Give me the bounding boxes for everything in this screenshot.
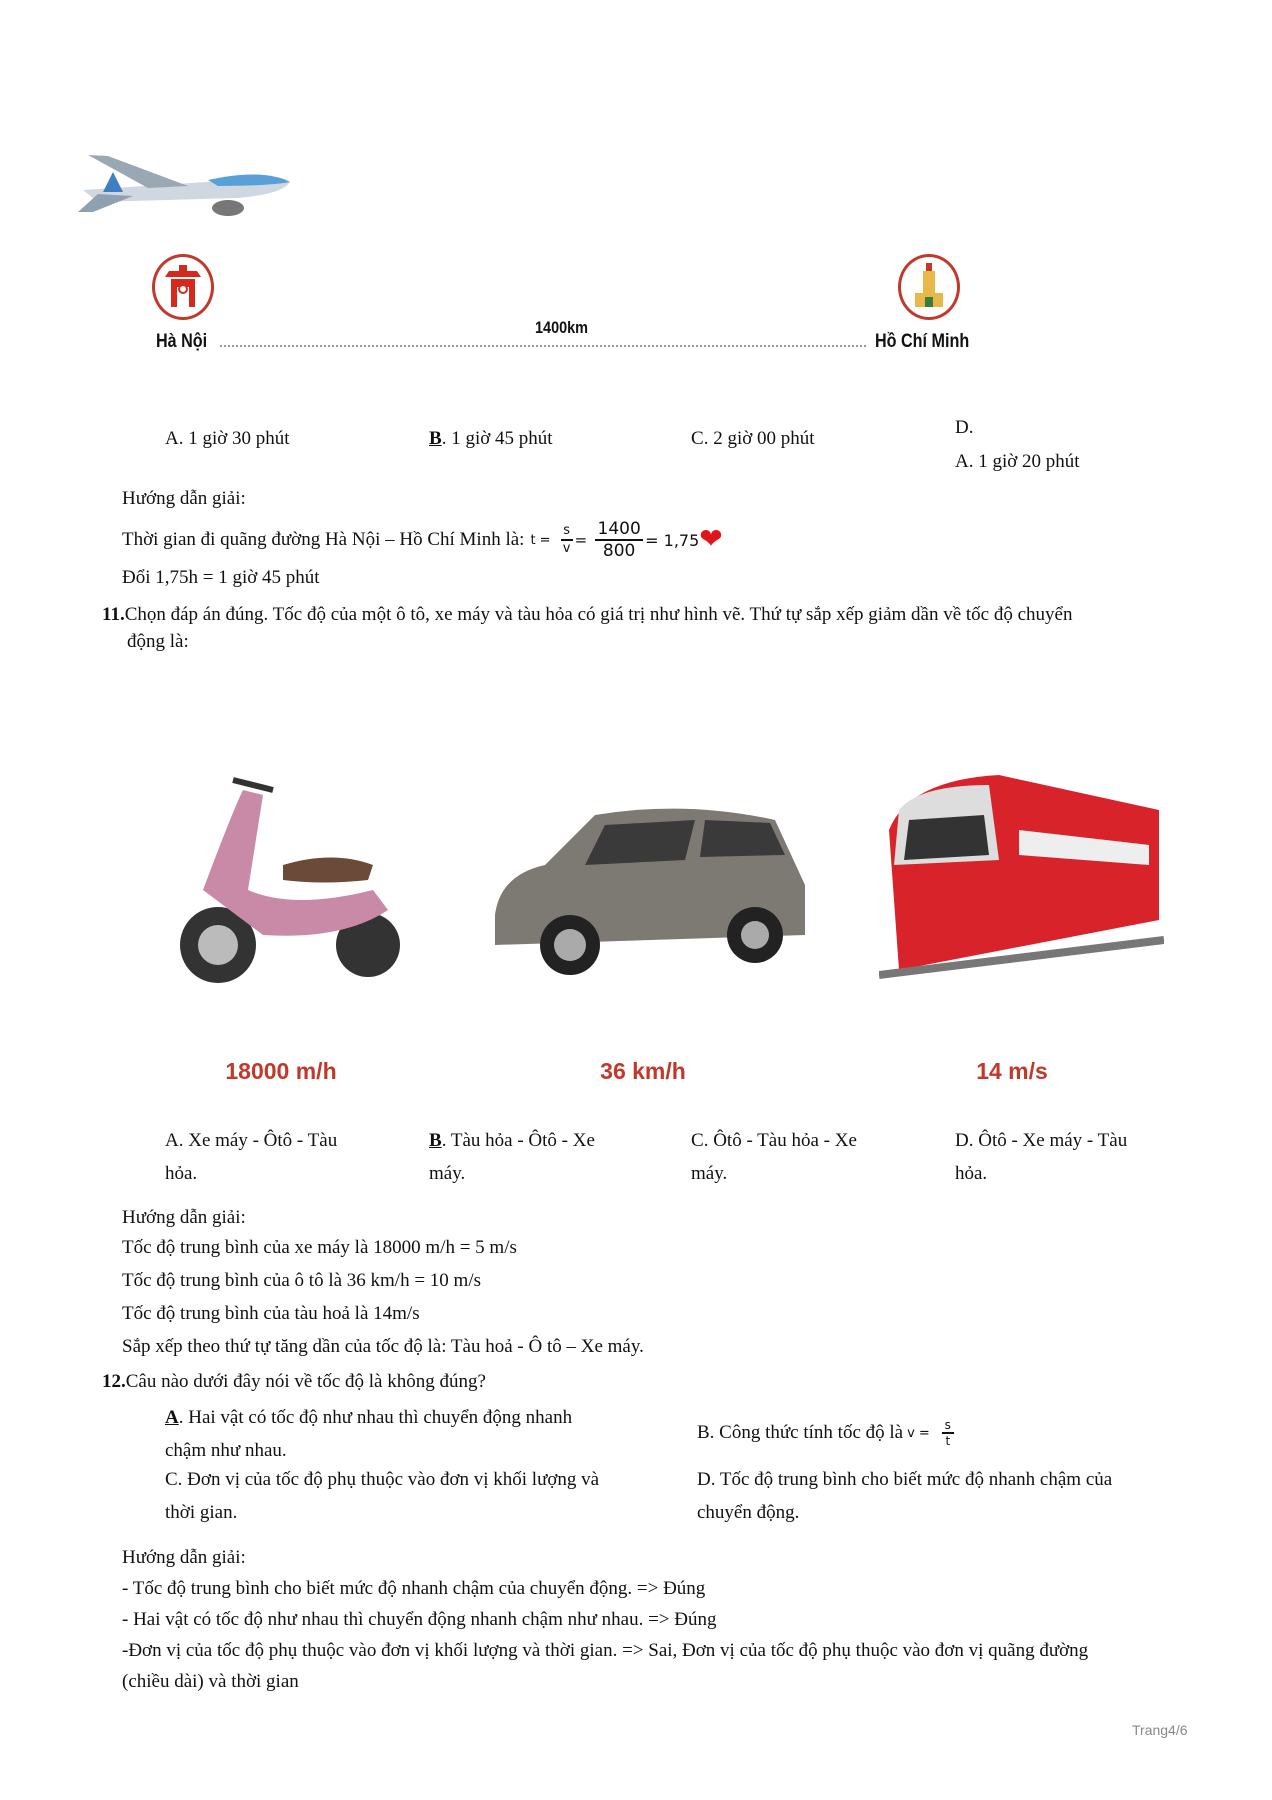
option-text-cont: máy. <box>691 1163 728 1184</box>
option-letter-correct: B <box>429 1130 442 1151</box>
result: = 1,75 <box>645 530 700 550</box>
airplane-image <box>78 150 293 222</box>
q10-option-d[interactable] <box>955 411 1080 479</box>
q12-solution-heading: Hướng dẫn giải: <box>122 1547 246 1568</box>
option-letter: A <box>165 1130 179 1151</box>
option-text-cont: hỏa. <box>955 1163 988 1184</box>
option-text: . Hai vật có tốc độ như nhau thì chuyển động nhanh <box>178 1407 573 1428</box>
train-image <box>879 770 1164 995</box>
option-letter: D. <box>955 417 974 438</box>
q12-option-c[interactable] <box>165 1463 599 1529</box>
heart-icon: ❤ <box>699 524 723 555</box>
q12-question <box>102 1371 486 1393</box>
q11-solution <box>122 1204 644 1363</box>
formula-t: t = <box>530 532 551 548</box>
denominator: v <box>562 541 571 556</box>
to-city-label: Hồ Chí Minh <box>875 331 970 352</box>
q11-option-a[interactable] <box>165 1124 337 1190</box>
distance-label: 1400km <box>535 318 589 337</box>
hcm-building-icon <box>898 254 960 320</box>
solution-line: Sắp xếp theo thứ tự tăng dần của tốc độ là: Tàu hoả - Ô tô – Xe máy. <box>122 1336 644 1357</box>
option-text: . Xe máy - Ôtô - Tàu <box>178 1130 338 1151</box>
solution-line: (chiều dài) và thời gian <box>122 1671 299 1692</box>
option-text-cont: chuyển động. <box>697 1502 800 1523</box>
denominator: t <box>945 1434 951 1448</box>
option-text-cont: chậm như nhau. <box>165 1440 287 1461</box>
numerator: s <box>944 1417 951 1432</box>
train-speed: 14 m/s <box>976 1058 1048 1084</box>
solution-line: - Hai vật có tốc độ như nhau thì chuyển động nhanh chậm như nhau. => Đúng <box>122 1609 717 1630</box>
q10-option-c[interactable] <box>691 428 815 450</box>
option-text: . Ôtô - Xe máy - Tàu <box>968 1130 1128 1151</box>
q11-solution-heading: Hướng dẫn giải: <box>122 1207 246 1228</box>
q11-question-cont: động là: <box>127 631 189 652</box>
hanoi-gate-icon <box>152 254 214 320</box>
q10-solution-heading: Hướng dẫn giải: <box>122 488 246 509</box>
option-text: A. 1 giờ 20 phút <box>955 451 1080 472</box>
question-text: Câu nào dưới đây nói về tốc độ là không đúng? <box>125 1371 486 1392</box>
q11-question <box>102 604 1073 626</box>
numerator: 1400 <box>597 518 641 539</box>
option-text-cont: máy. <box>429 1163 466 1184</box>
option-text-cont: thời gian. <box>165 1502 238 1523</box>
car-image <box>485 795 810 985</box>
car-speed: 36 km/h <box>600 1058 686 1084</box>
option-text: . 1 giờ 30 phút <box>178 428 290 449</box>
q11-option-b[interactable] <box>429 1124 595 1190</box>
question-number: 11. <box>102 604 125 625</box>
option-text: . Ôtô - Tàu hỏa - Xe <box>703 1130 857 1151</box>
fraction-s-over-t <box>942 1418 954 1449</box>
option-letter: A <box>165 428 179 449</box>
solution-line: - Tốc độ trung bình cho biết mức độ nhanh chậm của chuyển động. => Đúng <box>122 1578 706 1599</box>
q11-option-d[interactable] <box>955 1124 1127 1190</box>
option-text: . Tàu hỏa - Ôtô - Xe <box>441 1130 595 1151</box>
q10-option-b[interactable] <box>429 428 553 450</box>
option-letter: C <box>691 1130 704 1151</box>
option-text-cont: hỏa. <box>165 1163 198 1184</box>
option-text: B. Công thức tính tốc độ là <box>697 1422 904 1443</box>
option-letter: D <box>955 1130 969 1151</box>
solution-line: -Đơn vị của tốc độ phụ thuộc vào đơn vị khối lượng và thời gian. => Sai, Đơn vị của tốc độ phụ thuộc vào đơn vị quãng đường <box>122 1640 1089 1661</box>
option-text: D. Tốc độ trung bình cho biết mức độ nhanh chậm của <box>697 1469 1113 1490</box>
numerator: s <box>563 523 570 539</box>
option-letter-correct: A <box>165 1407 179 1428</box>
solution-line: Tốc độ trung bình của ô tô là 36 km/h = 10 m/s <box>122 1270 482 1291</box>
solution-line: Tốc độ trung bình của xe máy là 18000 m/h = 5 m/s <box>122 1237 517 1258</box>
distance-line <box>220 345 866 347</box>
solution-text: Thời gian đi quãng đường Hà Nội – Hồ Chí Minh là: <box>122 529 525 550</box>
motorbike-speed: 18000 m/h <box>225 1058 337 1084</box>
denominator: 800 <box>602 541 636 561</box>
option-text: . 1 giờ 45 phút <box>441 428 553 449</box>
page-number: Trang4/6 <box>1132 1722 1188 1738</box>
q11-option-c[interactable] <box>691 1124 857 1190</box>
equals: = <box>574 531 588 549</box>
q10-solution-formula-line <box>122 510 723 570</box>
fraction-1400-over-800 <box>595 519 643 562</box>
q12-option-a[interactable] <box>165 1401 572 1467</box>
q12-solution <box>122 1542 1088 1697</box>
solution-line: Tốc độ trung bình của tàu hoả là 14m/s <box>122 1303 420 1324</box>
q12-option-d[interactable] <box>697 1463 1112 1529</box>
option-text: . 2 giờ 00 phút <box>703 428 815 449</box>
option-text: C. Đơn vị của tốc độ phụ thuộc vào đơn vị khối lượng và <box>165 1469 600 1490</box>
fraction-s-over-v <box>561 523 573 556</box>
q10-option-a[interactable] <box>165 428 290 450</box>
from-city-label: Hà Nội <box>156 331 208 352</box>
question-text: Chọn đáp án đúng. Tốc độ của một ô tô, xe máy và tàu hỏa có giá trị như hình vẽ. Thứ tự sắp xếp giảm dần về tốc độ chuyển <box>124 604 1073 625</box>
option-letter-correct: B <box>429 428 442 449</box>
motorbike-image <box>173 770 413 995</box>
q10-solution-conversion: Đổi 1,75h = 1 giờ 45 phút <box>122 567 320 588</box>
option-letter: C <box>691 428 704 449</box>
question-number: 12. <box>102 1371 126 1392</box>
q12-option-b[interactable] <box>697 1408 954 1458</box>
formula-v: v = <box>907 1425 930 1441</box>
